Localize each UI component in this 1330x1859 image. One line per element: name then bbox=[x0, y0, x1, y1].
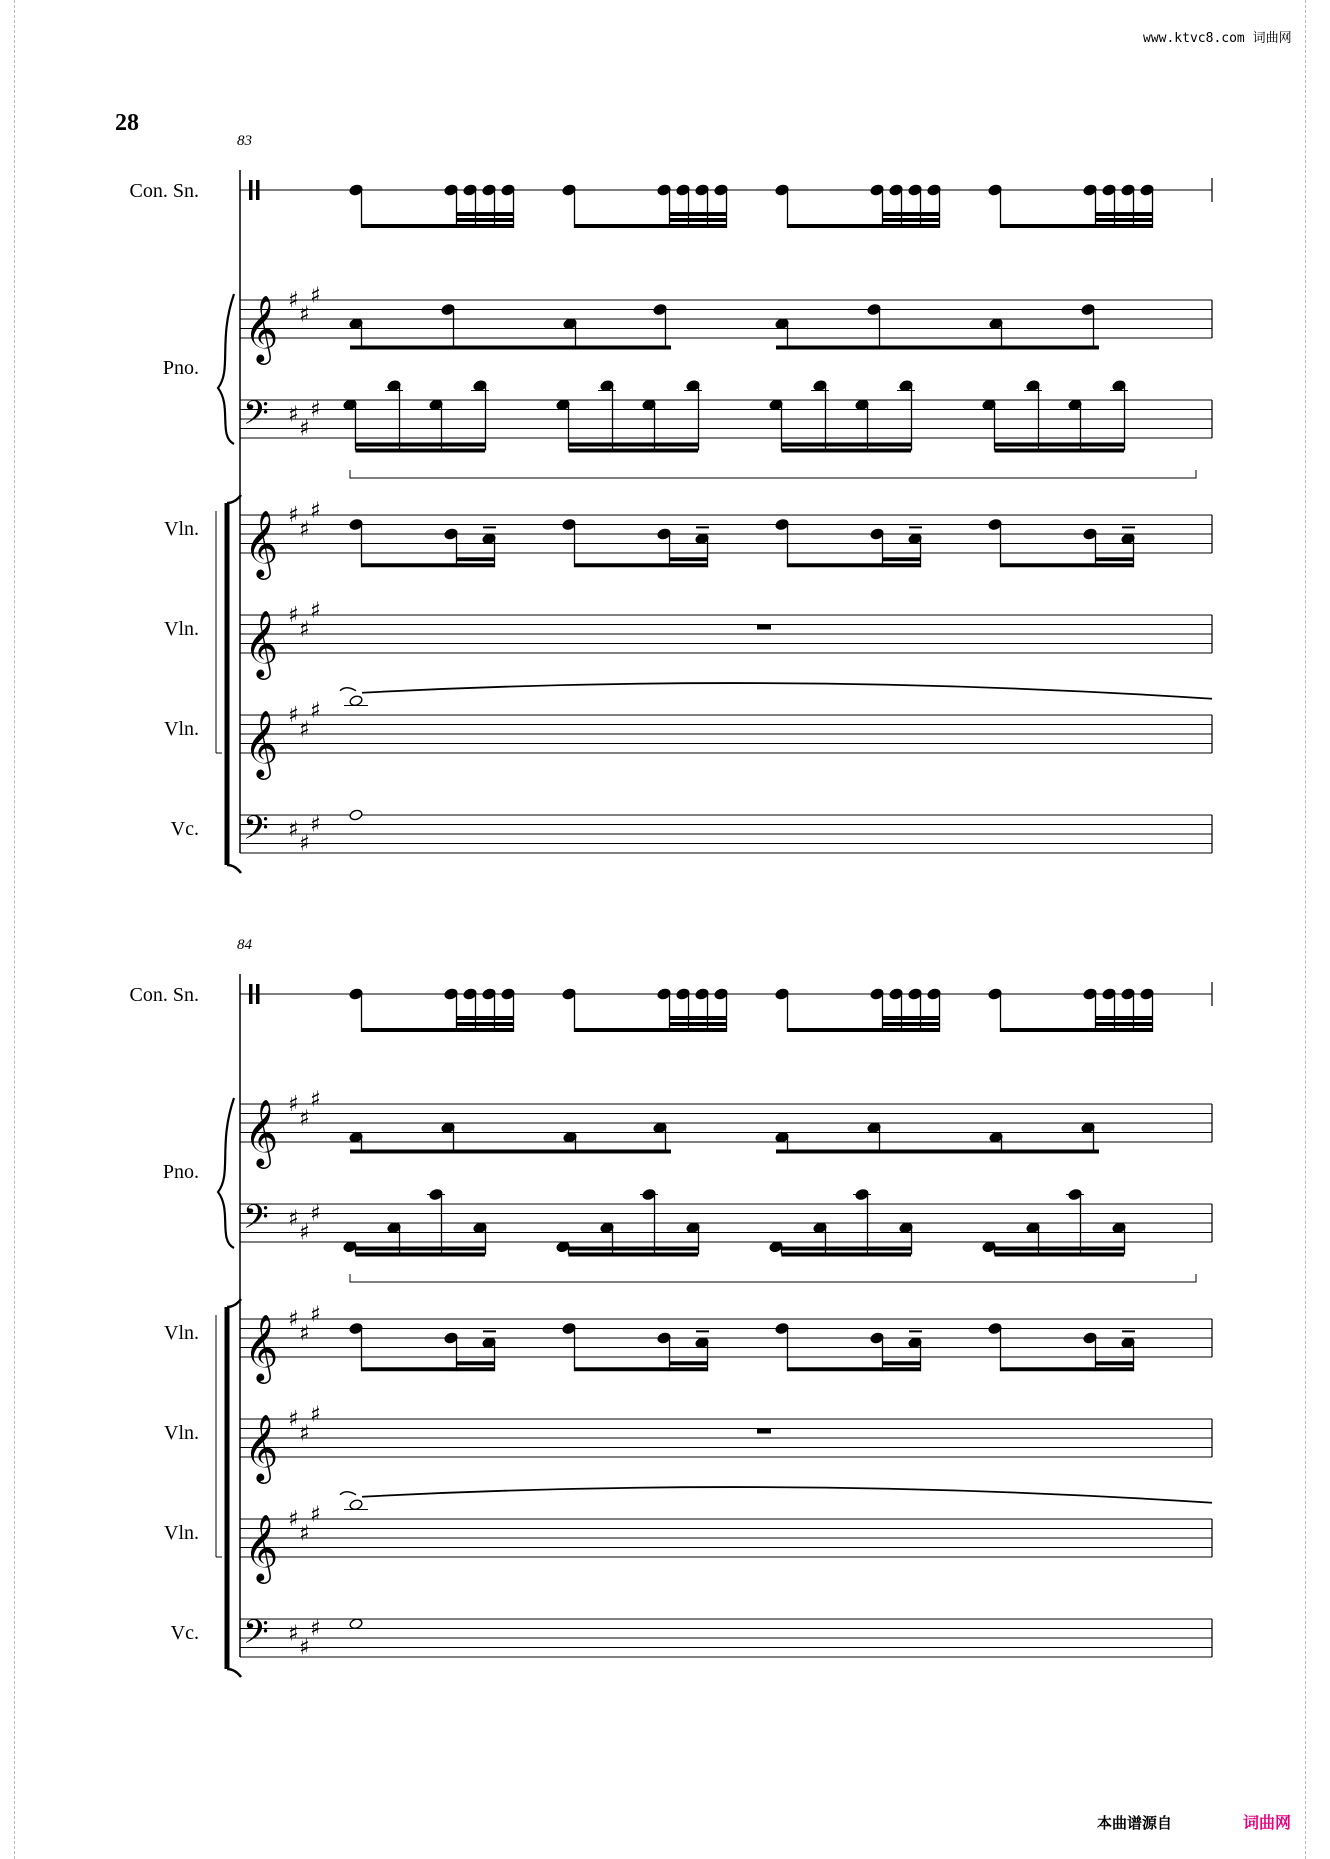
whole-note bbox=[349, 809, 363, 821]
sharp-icon: ♯ bbox=[288, 1407, 299, 1432]
beam bbox=[669, 218, 726, 222]
beam bbox=[882, 1022, 939, 1026]
footer-brand: 词曲网 bbox=[1243, 1813, 1292, 1832]
sharp-icon: ♯ bbox=[310, 598, 321, 624]
percussion-clef-icon bbox=[249, 180, 253, 200]
beam bbox=[995, 1247, 1125, 1251]
beam bbox=[669, 1361, 708, 1365]
piano-brace bbox=[218, 294, 234, 444]
bass-clef-icon: 𝄢 bbox=[243, 394, 269, 441]
beam bbox=[569, 1253, 699, 1257]
beam bbox=[362, 1028, 514, 1032]
sharp-icon: ♯ bbox=[299, 1106, 310, 1132]
sharp-icon: ♯ bbox=[310, 812, 321, 838]
sharp-icon: ♯ bbox=[310, 283, 321, 309]
treble-clef-icon: 𝄞 bbox=[244, 1413, 279, 1481]
beam bbox=[995, 1253, 1125, 1257]
sharp-icon: ♯ bbox=[310, 1502, 321, 1528]
sharp-icon: ♯ bbox=[288, 1621, 299, 1647]
beam bbox=[575, 1028, 727, 1032]
beam bbox=[456, 557, 495, 561]
beam bbox=[776, 1150, 1099, 1154]
sharp-icon: ♯ bbox=[288, 503, 299, 528]
sharp-icon: ♯ bbox=[299, 1321, 310, 1347]
beam bbox=[782, 1253, 912, 1257]
instrument-label-violin: Vln. bbox=[164, 1522, 199, 1544]
treble-clef-icon: 𝄞 bbox=[244, 1513, 279, 1581]
instrument-label-snare: Con. Sn. bbox=[129, 984, 199, 1006]
bass-clef-icon: 𝄢 bbox=[243, 1198, 269, 1245]
instrument-label-violin: Vln. bbox=[164, 718, 199, 740]
beam bbox=[575, 1367, 709, 1371]
sharp-icon: ♯ bbox=[310, 1201, 321, 1227]
beam bbox=[350, 1150, 671, 1154]
treble-clef-icon: 𝄞 bbox=[244, 609, 279, 677]
beam bbox=[788, 1028, 940, 1032]
sharp-icon: ♯ bbox=[299, 1220, 310, 1246]
sharp-icon: ♯ bbox=[299, 1635, 310, 1661]
beam bbox=[669, 1022, 726, 1026]
sharp-icon: ♯ bbox=[299, 1521, 310, 1547]
instrument-label-snare: Con. Sn. bbox=[129, 180, 199, 202]
beam bbox=[362, 224, 514, 228]
beam bbox=[569, 1247, 699, 1251]
beam bbox=[995, 449, 1125, 453]
tie bbox=[340, 688, 356, 691]
beam bbox=[882, 212, 939, 216]
percussion-clef-icon bbox=[256, 180, 260, 200]
sharp-icon: ♯ bbox=[299, 302, 310, 328]
beam bbox=[356, 1253, 486, 1257]
instrument-label-violin: Vln. bbox=[164, 518, 199, 540]
sharp-icon: ♯ bbox=[299, 1421, 310, 1447]
percussion-clef-icon bbox=[256, 984, 260, 1004]
measure-number: 83 bbox=[237, 133, 252, 149]
instrument-label-violin: Vln. bbox=[164, 1422, 199, 1444]
whole-rest-icon bbox=[757, 625, 771, 630]
sharp-icon: ♯ bbox=[310, 1302, 321, 1328]
sharp-icon: ♯ bbox=[288, 703, 299, 728]
sharp-icon: ♯ bbox=[310, 1402, 321, 1428]
treble-clef-icon: 𝄞 bbox=[244, 1313, 279, 1381]
bass-clef-icon: 𝄢 bbox=[243, 809, 269, 856]
beam bbox=[362, 1367, 496, 1371]
beam bbox=[782, 449, 912, 453]
footer-source: 本曲谱源自 bbox=[1097, 1814, 1173, 1832]
instrument-label-violin: Vln. bbox=[164, 1322, 199, 1344]
tuplet-bracket bbox=[350, 1274, 1196, 1282]
beam bbox=[356, 1247, 486, 1251]
beam bbox=[575, 224, 727, 228]
beam bbox=[882, 1016, 939, 1020]
beam bbox=[782, 443, 912, 447]
sharp-icon: ♯ bbox=[288, 817, 299, 843]
beam bbox=[575, 563, 709, 567]
beam bbox=[569, 443, 699, 447]
sharp-icon: ♯ bbox=[310, 1087, 321, 1113]
sharp-icon: ♯ bbox=[299, 416, 310, 442]
beam bbox=[1095, 1016, 1152, 1020]
beam bbox=[1095, 212, 1152, 216]
beam bbox=[788, 563, 922, 567]
tie bbox=[362, 683, 1212, 699]
site-header: www.ktvc8.com 词曲网 bbox=[1143, 31, 1292, 46]
beam bbox=[669, 557, 708, 561]
beam bbox=[1095, 218, 1152, 222]
bracket bbox=[227, 1299, 241, 1307]
sharp-icon: ♯ bbox=[299, 517, 310, 543]
beam bbox=[882, 218, 939, 222]
sharp-icon: ♯ bbox=[288, 288, 299, 313]
beam bbox=[1001, 1028, 1153, 1032]
piano-brace bbox=[218, 1098, 234, 1248]
sharp-icon: ♯ bbox=[310, 498, 321, 524]
beam bbox=[362, 563, 496, 567]
beam bbox=[356, 443, 486, 447]
percussion-clef-icon bbox=[249, 984, 253, 1004]
sharp-icon: ♯ bbox=[299, 717, 310, 743]
beam bbox=[995, 443, 1125, 447]
beam bbox=[569, 449, 699, 453]
beam bbox=[782, 1247, 912, 1251]
sharp-icon: ♯ bbox=[310, 1616, 321, 1642]
instrument-label-cello: Vc. bbox=[170, 1622, 199, 1644]
sharp-icon: ♯ bbox=[288, 1307, 299, 1332]
treble-clef-icon: 𝄞 bbox=[244, 509, 279, 577]
treble-clef-icon: 𝄞 bbox=[244, 294, 279, 362]
beam bbox=[669, 1016, 726, 1020]
beam bbox=[882, 557, 921, 561]
sharp-icon: ♯ bbox=[310, 698, 321, 724]
sharp-icon: ♯ bbox=[288, 603, 299, 628]
beam bbox=[669, 212, 726, 216]
instrument-label-cello: Vc. bbox=[170, 818, 199, 840]
bass-clef-icon: 𝄢 bbox=[243, 1613, 269, 1660]
beam bbox=[788, 1367, 922, 1371]
beam bbox=[1095, 557, 1134, 561]
treble-clef-icon: 𝄞 bbox=[244, 1098, 279, 1166]
bracket bbox=[227, 865, 241, 873]
beam bbox=[456, 1022, 513, 1026]
beam bbox=[1001, 563, 1135, 567]
tuplet-bracket bbox=[350, 470, 1196, 478]
sharp-icon: ♯ bbox=[288, 1507, 299, 1532]
measure-number: 84 bbox=[237, 937, 252, 953]
beam bbox=[1095, 1361, 1134, 1365]
beam bbox=[776, 346, 1099, 350]
beam bbox=[1001, 224, 1153, 228]
beam bbox=[456, 218, 513, 222]
instrument-label-piano: Pno. bbox=[162, 357, 199, 379]
instrument-label-piano: Pno. bbox=[162, 1161, 199, 1183]
tie bbox=[362, 1487, 1212, 1503]
beam bbox=[882, 1361, 921, 1365]
sharp-icon: ♯ bbox=[299, 831, 310, 857]
beam bbox=[1095, 1022, 1152, 1026]
beam bbox=[1001, 1367, 1135, 1371]
sharp-icon: ♯ bbox=[310, 397, 321, 423]
beam bbox=[350, 346, 671, 350]
beam bbox=[456, 1016, 513, 1020]
beam bbox=[456, 1361, 495, 1365]
instrument-label-violin: Vln. bbox=[164, 618, 199, 640]
sharp-icon: ♯ bbox=[288, 402, 299, 428]
bracket bbox=[227, 495, 241, 503]
tie bbox=[340, 1492, 356, 1495]
sharp-icon: ♯ bbox=[288, 1092, 299, 1117]
beam bbox=[356, 449, 486, 453]
bracket bbox=[227, 1669, 241, 1677]
beam bbox=[788, 224, 940, 228]
sharp-icon: ♯ bbox=[299, 617, 310, 643]
sharp-icon: ♯ bbox=[288, 1206, 299, 1232]
treble-clef-icon: 𝄞 bbox=[244, 709, 279, 777]
beam bbox=[456, 212, 513, 216]
page-number: 28 bbox=[115, 110, 139, 136]
whole-rest-icon bbox=[757, 1429, 771, 1434]
